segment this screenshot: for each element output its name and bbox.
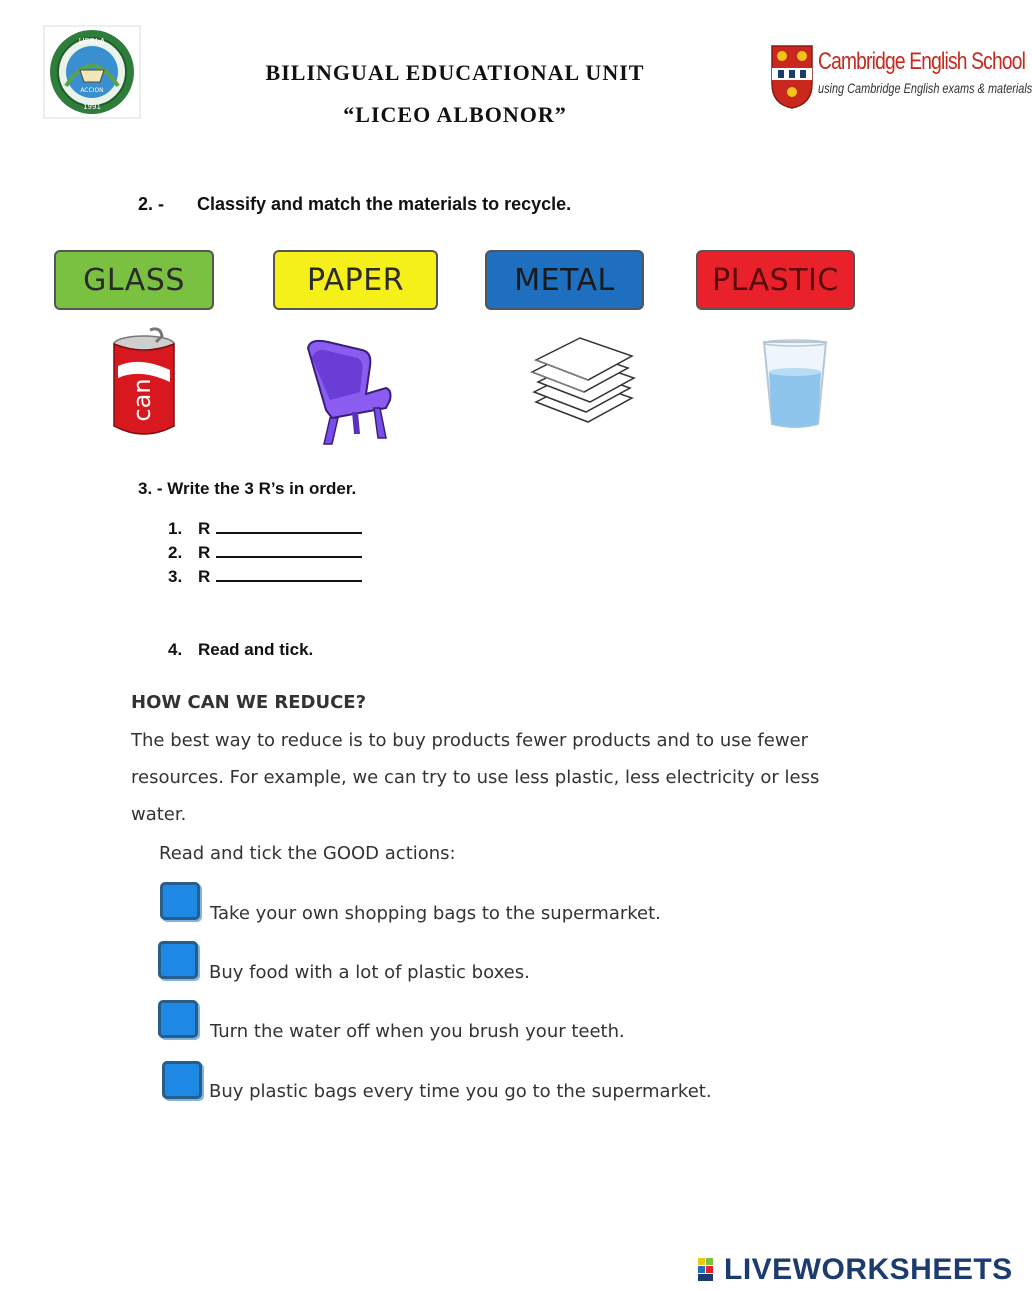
r-line-2-letter: R (198, 543, 211, 562)
tick-action-2: Buy food with a lot of plastic boxes. (209, 962, 530, 983)
reading-line-2: resources. For example, we can try to use less plastic, less electricity or less (131, 767, 820, 788)
cambridge-subtitle: using Cambridge English exams & materials (818, 80, 1032, 96)
r-line-3-num: 3. (168, 567, 183, 586)
cambridge-logo (770, 44, 1032, 112)
plastic-chair-icon[interactable] (302, 338, 394, 446)
logo-year: 1991 (83, 103, 101, 111)
question-4-num: 4. (168, 640, 183, 659)
school-logo (44, 26, 140, 118)
tick-action-4: Buy plastic bags every time you go to the supermarket. (209, 1081, 712, 1102)
tick-instruction: Read and tick the GOOD actions: (159, 843, 456, 864)
question-4 (168, 640, 313, 660)
can-label: can (128, 378, 156, 422)
reading-line-1: The best way to reduce is to buy products fewer products and to use fewer (131, 730, 809, 751)
water-glass-icon[interactable] (760, 338, 830, 430)
logo-text-top: UEBLA (78, 37, 106, 46)
r-line-3 (168, 564, 362, 587)
category-glass[interactable] (54, 250, 214, 310)
soda-can-icon[interactable] (104, 326, 184, 440)
cambridge-title: Cambridge English School (818, 48, 1026, 75)
category-metal[interactable] (485, 250, 644, 310)
r-line-3-blank[interactable] (216, 564, 362, 582)
question-2-number: 2. - (138, 194, 165, 214)
r-line-1-num: 1. (168, 519, 183, 538)
category-paper[interactable] (273, 250, 438, 310)
question-3-text: 3. - Write the 3 R’s in order. (138, 479, 357, 498)
liveworksheets-badge-icon (698, 1258, 722, 1282)
tick-checkbox-1[interactable] (160, 882, 200, 920)
tick-action-3: Turn the water off when you brush your teeth. (210, 1021, 625, 1042)
reading-line-3: water. (131, 804, 187, 825)
category-plastic-label: PLASTIC (712, 262, 839, 298)
question-2-text: Classify and match the materials to recycle. (197, 194, 572, 214)
liveworksheets-brand[interactable]: LIVEWORKSHEETS (724, 1253, 1013, 1286)
tick-action-1: Take your own shopping bags to the supermarket. (210, 903, 661, 924)
category-glass-label: GLASS (83, 262, 185, 298)
r-line-2-num: 2. (168, 543, 183, 562)
header-title-line2: “LICEO ALBONOR” (343, 102, 567, 127)
cambridge-shield-icon (770, 44, 814, 110)
tick-checkbox-2[interactable] (158, 941, 198, 979)
r-line-1-letter: R (198, 519, 211, 538)
reading-heading: HOW CAN WE REDUCE? (131, 692, 367, 713)
logo-text-mid: ACCION (80, 87, 104, 94)
category-plastic[interactable] (696, 250, 855, 310)
r-line-2-blank[interactable] (216, 540, 362, 558)
paper-stack-icon[interactable] (528, 332, 638, 428)
r-line-1-blank[interactable] (216, 516, 362, 534)
r-line-1 (168, 516, 362, 539)
category-metal-label: METAL (514, 262, 615, 298)
tick-checkbox-3[interactable] (158, 1000, 198, 1038)
header-title-line1: BILINGUAL EDUCATIONAL UNIT (265, 60, 645, 85)
tick-checkbox-4[interactable] (162, 1061, 202, 1099)
question-4-text: Read and tick. (198, 640, 314, 659)
category-paper-label: PAPER (306, 262, 405, 298)
r-line-3-letter: R (198, 567, 211, 586)
r-line-2 (168, 540, 362, 563)
